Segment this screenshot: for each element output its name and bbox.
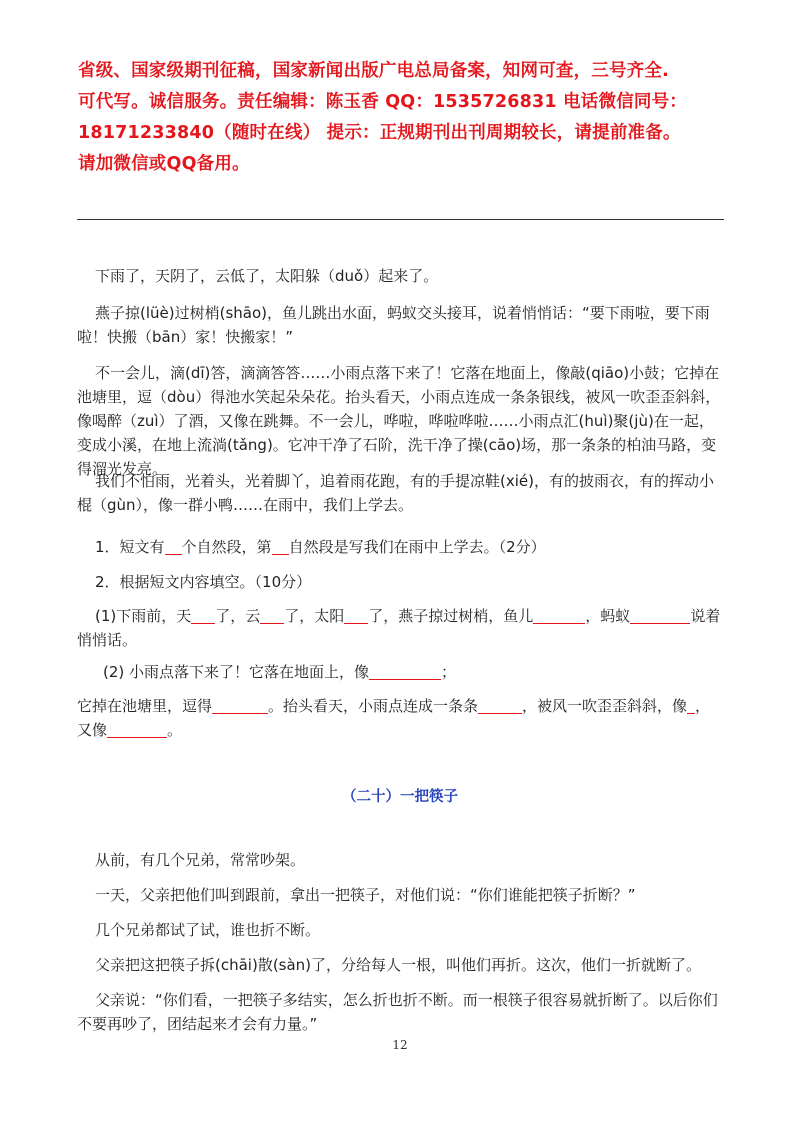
answer-blank[interactable] [165,538,182,555]
paragraph: 燕子掠(lüè)过树梢(shāo)，鱼儿跳出水面，蚂蚁交头接耳，说着悄悄话：“要下雨啦，要下雨啦！快搬（bān）家！快搬家！” [77,304,710,346]
question-2-3: 它掉在池塘里，逗得 。抬头看天，小雨点连成一条条 ，被风一吹歪歪斜斜，像 ，又像 。 [77,697,711,739]
answer-blank[interactable] [344,607,368,624]
banner-line: 可代写。诚信服务。责任编辑：陈玉香 QQ：1535726831 电话微信同号： [78,92,688,112]
answer-blank[interactable] [260,607,284,624]
paragraph: 从前，有几个兄弟，常常吵架。 [95,851,306,869]
header-divider [77,219,724,220]
answer-blank[interactable] [478,697,522,714]
question-2-1: (1)下雨前，天 了，云 了，太阳 了，燕子掠过树梢，鱼儿 ，蚂蚁 说着悄悄话。 [77,607,721,649]
ad-banner [78,56,728,180]
page-number: 12 [392,1038,408,1052]
section-title: （二十）一把筷子 [342,789,458,805]
banner-line: 省级、国家级期刊征稿，国家新闻出版广电总局备案，知网可查，三号齐全. [78,61,669,81]
answer-blank[interactable] [687,697,695,714]
paragraph: 父亲把这把筷子拆(chāi)散(sàn)了，分给每人一根，叫他们再折。这次，他们一折就断了。 [95,956,702,974]
paragraph: 下雨了，天阴了，云低了，太阳躲（duǒ）起来了。 [95,267,439,285]
banner-line: 请加微信或QQ备用。 [78,154,250,174]
question-2-title: 2．根据短文内容填空。（10分） [95,573,312,591]
answer-blank[interactable] [212,697,268,714]
paragraph: 几个兄弟都试了试，谁也折不断。 [95,921,321,939]
answer-blank[interactable] [533,607,585,624]
banner-line: 18171233840（随时在线） 提示：正规期刊出刊周期较长，请提前准备。 [78,123,681,143]
paragraph: 我们不怕雨，光着头，光着脚丫，追着雨花跑，有的手提凉鞋(xié)，有的披雨衣，有的挥动小棍（gùn），像一群小鸭……在雨中，我们上学去。 [77,472,714,514]
answer-blank[interactable] [272,538,289,555]
answer-blank[interactable] [191,607,215,624]
answer-blank[interactable] [107,721,167,738]
question-1: 1．短文有 个自然段，第 自然段是写我们在雨中上学去。（2分） [95,538,546,556]
paragraph: 父亲说：“你们看，一把筷子多结实，怎么折也折不断。而一根筷子很容易就折断了。以后你们不要再吵了，团结起来才会有力量。” [77,991,718,1033]
question-2-2: (2) 小雨点落下来了！它落在地面上，像 ； [103,663,457,681]
answer-blank[interactable] [630,607,690,624]
answer-blank[interactable] [369,663,441,680]
paragraph: 不一会儿，滴(dī)答，滴滴答答……小雨点落下来了！它落在地面上，像敲(qiāo)小鼓；它掉在池塘里，逗（dòu）得池水笑起朵朵花。抬头看天，小雨点连成一条条银线，被风一吹歪歪斜斜，像喝醉（zuì）了酒，又像在跳舞。不一会儿，哗啦，哗啦哗啦……小雨点汇(huì)聚(jù)在一起，变成小溪，在地上流淌(tǎng)。它冲干净了石阶，洗干净了操(cāo)场，那一条条的柏油马路，变得溜光发亮。 [77,364,721,478]
paragraph: 一天，父亲把他们叫到跟前，拿出一把筷子，对他们说：“你们谁能把筷子折断？” [95,886,636,904]
